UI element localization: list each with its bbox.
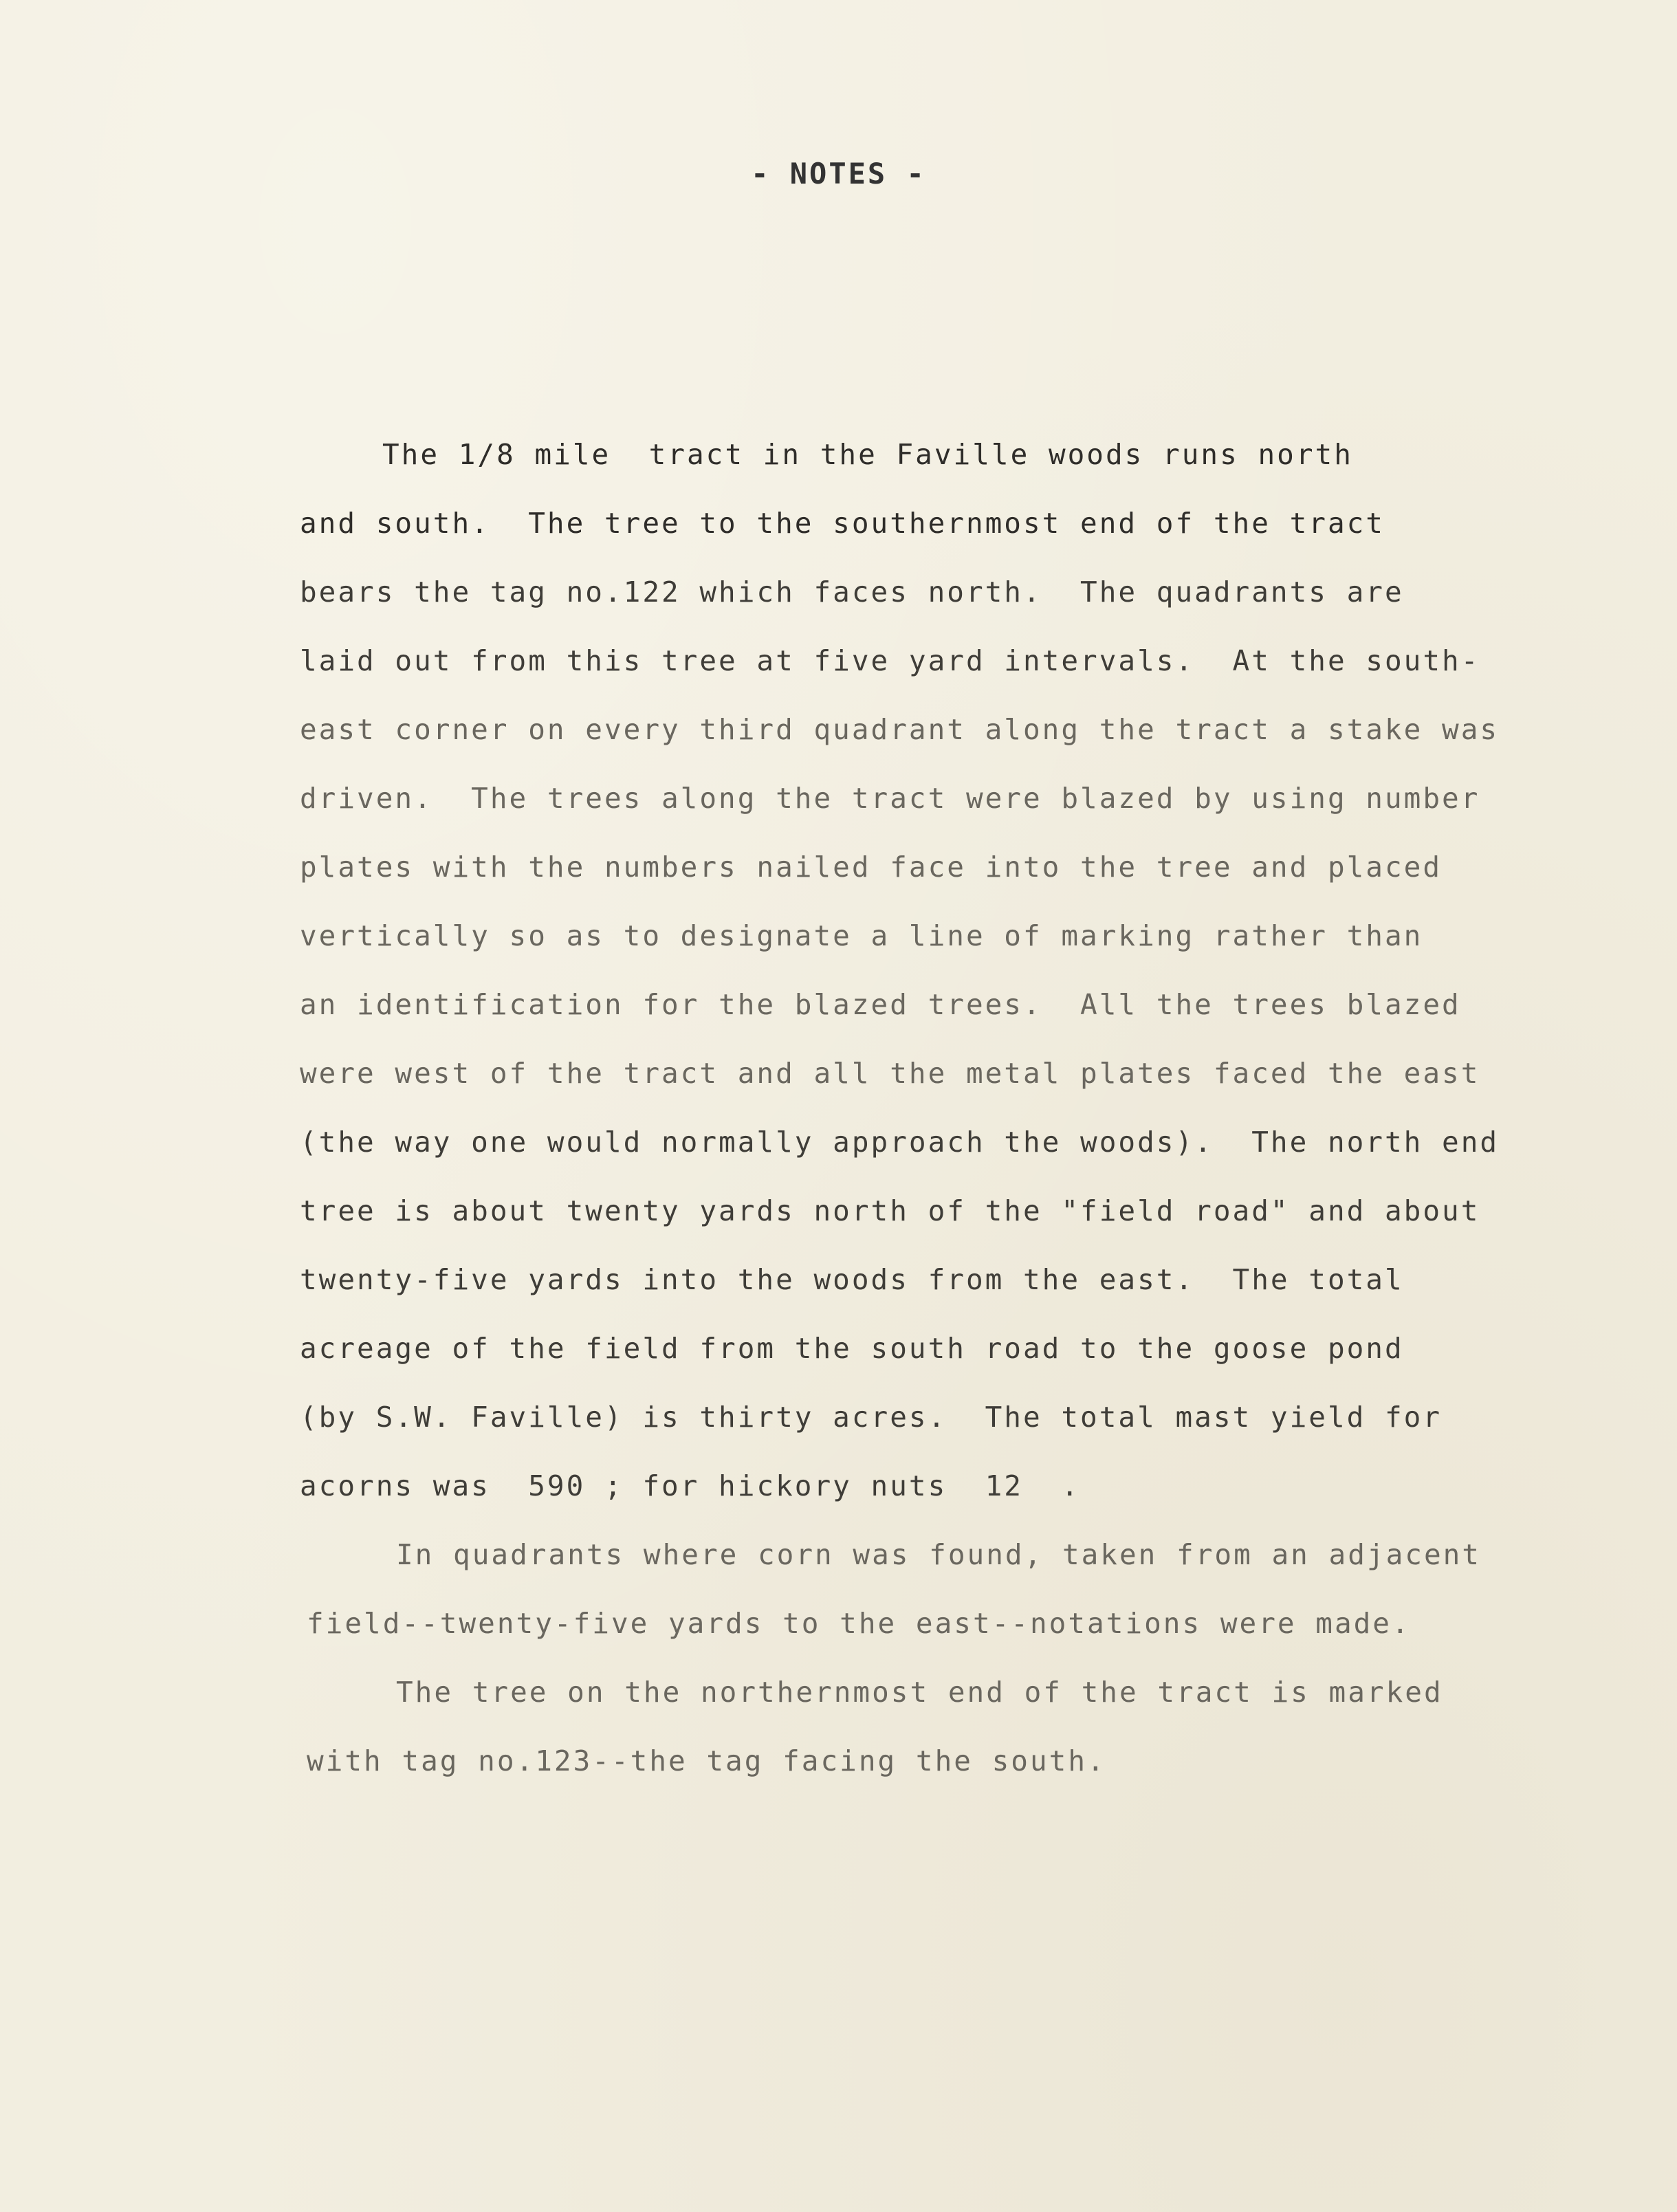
text-line: acreage of the field from the south road to the goose pond <box>300 1332 1404 1365</box>
text-line: (the way one would normally approach the woods). The north end <box>300 1126 1500 1159</box>
text-line: In quadrants where corn was found, taken from an adjacent <box>396 1538 1481 1571</box>
text-line: vertically so as to designate a line of marking rather than <box>300 919 1423 952</box>
text-line: laid out from this tree at five yard intervals. At the south- <box>300 644 1480 677</box>
text-line: plates with the numbers nailed face into the tree and placed <box>300 851 1443 884</box>
text-line: an identification for the blazed trees. All the trees blazed <box>300 988 1461 1021</box>
text-line: The tree on the northernmost end of the tract is marked <box>396 1676 1443 1709</box>
text-line: field--twenty-five yards to the east--notations were made. <box>307 1607 1411 1640</box>
text-line: driven. The trees along the tract were blazed by using number <box>300 782 1480 815</box>
text-line: tree is about twenty yards north of the "field road" and about <box>300 1194 1480 1227</box>
text-line: were west of the tract and all the metal plates faced the east <box>300 1057 1480 1090</box>
text-line: with tag no.123--the tag facing the south. <box>307 1744 1106 1777</box>
text-line: acorns was 590 ; for hickory nuts 12 . <box>300 1469 1081 1502</box>
text-line: The 1/8 mile tract in the Faville woods runs north <box>382 438 1353 471</box>
text-line: and south. The tree to the southernmost end of the tract <box>300 507 1385 540</box>
text-line: twenty-five yards into the woods from the east. The total <box>300 1263 1404 1296</box>
text-line: bears the tag no.122 which faces north. The quadrants are <box>300 576 1404 609</box>
text-line: (by S.W. Faville) is thirty acres. The total mast yield for <box>300 1401 1443 1434</box>
text-line: east corner on every third quadrant along the tract a stake was <box>300 713 1500 746</box>
page-title: - NOTES - <box>751 157 926 190</box>
